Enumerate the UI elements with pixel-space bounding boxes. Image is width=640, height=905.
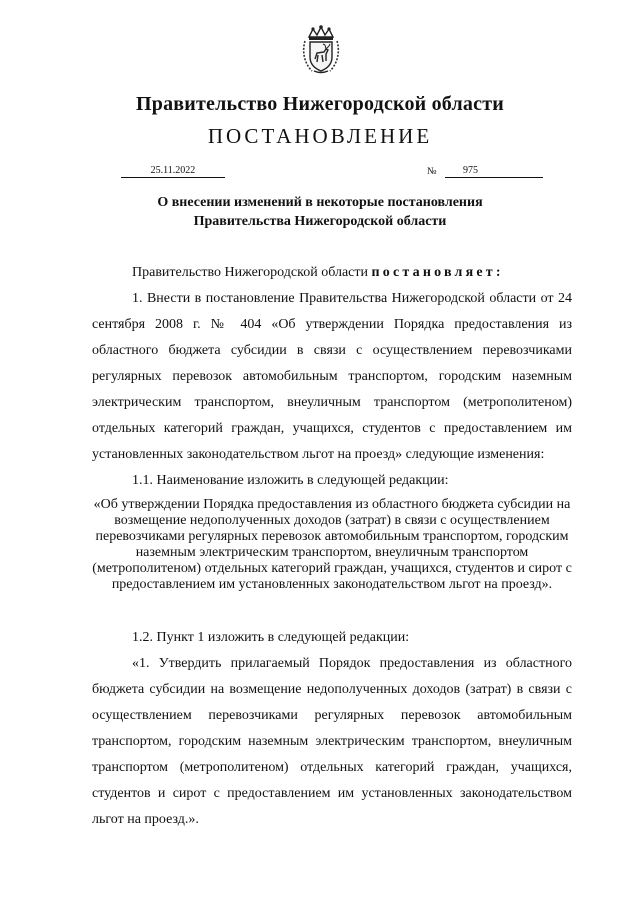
document-date: 25.11.2022 [121,164,225,178]
preamble-text: Правительство Нижегородской области [132,265,372,280]
government-title: Правительство Нижегородской области [136,93,504,115]
coat-of-arms-icon [302,25,340,75]
item-1-1: 1.1. Наименование изложить в следующей редакции: [132,473,449,488]
preamble [92,260,572,286]
subject-line-2: Правительства Нижегородской области [193,214,447,229]
number-label: № [427,166,437,177]
document-type: ПОСТАНОВЛЕНИЕ [207,124,433,148]
subject-line-1: О внесении изменений в некоторые постановления [157,195,483,210]
item-1: 1. Внести в постановление Правительства Нижегородской области от 24 сентября 2008 г. № 404 «Об утверждении Порядка предоставления из областного бюджета субсидии в связи с осуществлением перевозчиками регулярных перевозок автомобильным транспортом, городским наземным электрическим транспортом, внеуличным транспортом (метрополитеном) отдельных категорий граждан, учащихся, студентов с предоставлением им установленных законодательством льгот на проезд» следующие изменения: [92,291,572,462]
document-number-field [445,164,543,178]
preamble-verb: постановляет: [371,265,504,280]
quote-item-1-1: «Об утверждении Порядка предоставления из областного бюджета субсидии на возмещение недополученных доходов (затрат) в связи с осуществлением перевозчиками регулярных перевозок автомобильным транспортом, городским наземным электрическим транспортом, внеуличным транспортом (метрополитеном) отдельных категорий граждан, учащихся, студентов и сирот с предоставлением им установленных законодательством льгот на проезд». [92,497,572,592]
item-1-2: 1.2. Пункт 1 изложить в следующей редакции: [132,630,410,645]
document-subject [0,193,640,231]
document-number: 975 [463,165,478,176]
quote-item-1-2: «1. Утвердить прилагаемый Порядок предоставления из областного бюджета субсидии на возмещение недополученных доходов (затрат) в связи с осуществлением перевозчиками регулярных перевозок автомобильным транспортом, городским наземным электрическим транспортом, внеуличным транспортом (метрополитеном) отдельных категорий граждан, учащихся, студентов и сирот с предоставлением им установленных законодательством льгот на проезд.». [92,656,572,827]
body-continued [92,625,572,833]
body-main [92,260,572,494]
